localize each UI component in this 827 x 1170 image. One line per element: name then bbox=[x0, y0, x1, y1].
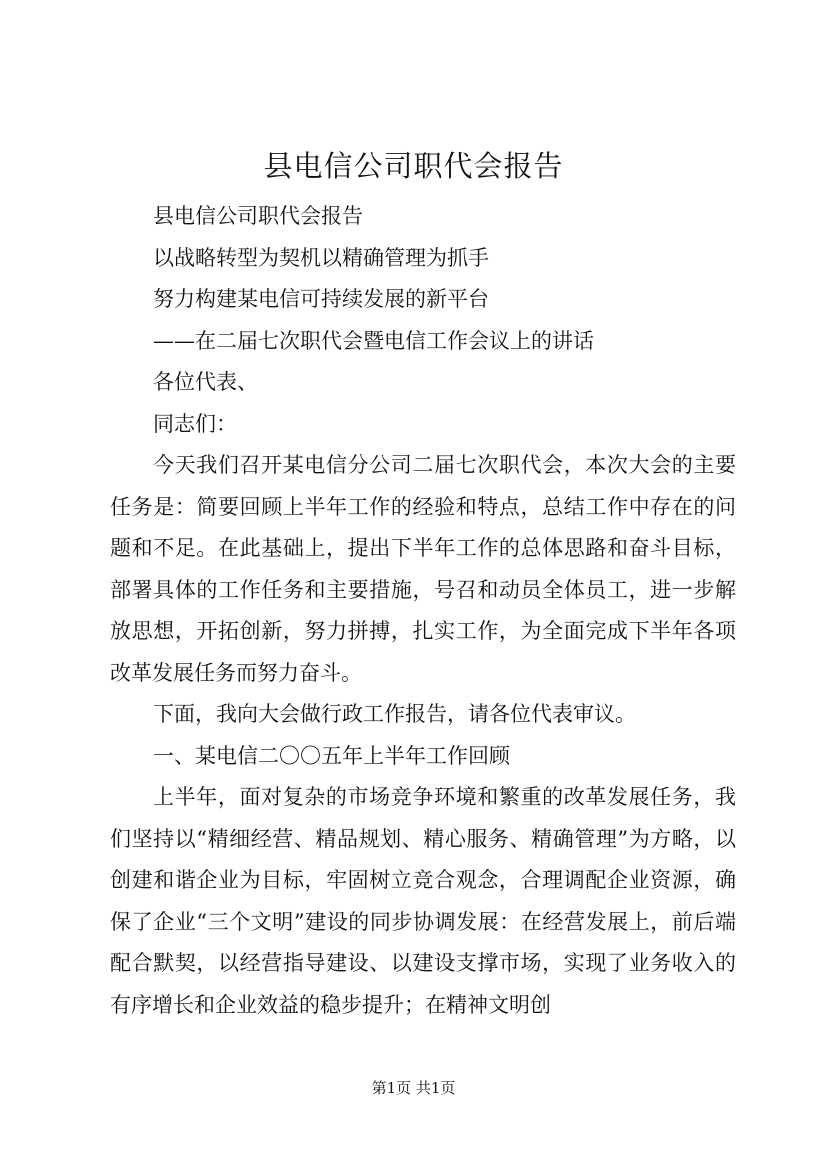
subtitle-line: 县电信公司职代会报告 bbox=[153, 204, 363, 228]
document-title: 县电信公司职代会报告 bbox=[263, 149, 564, 183]
body-paragraph: 下面，我向大会做行政工作报告，请各位代表审议。 bbox=[153, 702, 636, 726]
body-paragraph: 上半年，面对复杂的市场竞争环境和繁重的改革发展任务，我们坚持以“精细经营、精品规划、精心服务、精确管理”为方略，以创建和谐企业为目标，牢固树立竞合观念，合理调配企业资源，确保了企业“三个文明”建设的同步协调发展：在经营发展上，前后端配合默契，以经营指导建设、以建设支撑市场，实现了业务收入的有序增长和企业效益的稳步提升；在精神文明创 bbox=[110, 785, 736, 1017]
salutation-line: 同志们： bbox=[153, 411, 237, 436]
subtitle-line: 以战略转型为契机以精确管理为抓手 bbox=[153, 245, 489, 270]
subtitle-line: 努力构建某电信可持续发展的新平台 bbox=[153, 287, 489, 311]
section-heading: 一、某电信二〇〇五年上半年工作回顾 bbox=[153, 743, 510, 768]
document-body bbox=[110, 196, 736, 1026]
salutation-line: 各位代表、 bbox=[153, 370, 258, 394]
speech-occasion-line: ——在二届七次职代会暨电信工作会议上的讲话 bbox=[153, 328, 594, 353]
page-number-footer: 第1页 共1页 bbox=[371, 1079, 456, 1097]
body-paragraph: 今天我们召开某电信分公司二届七次职代会，本次大会的主要任务是：简要回顾上半年工作的经验和特点，总结工作中存在的问题和不足。在此基础上，提出下半年工作的总体思路和奋斗目标，部署具体的工作任务和主要措施，号召和动员全体员工，进一步解放思想，开拓创新，努力拼搏，扎实工作，为全面完成下半年各项改革发展任务而努力奋斗。 bbox=[110, 453, 736, 685]
